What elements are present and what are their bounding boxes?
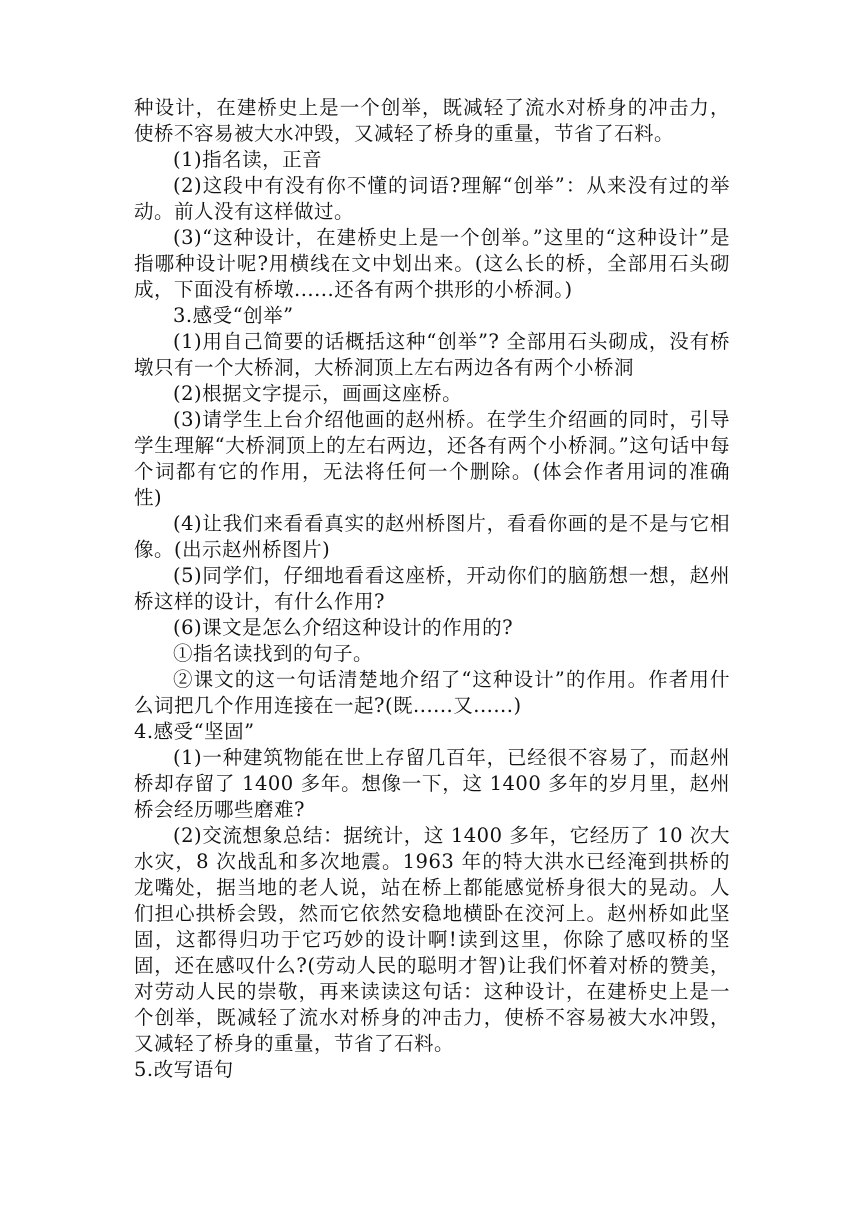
paragraph: (4)让我们来看看真实的赵州桥图片，看看你画的是不是与它相像。(出示赵州桥图片) xyxy=(134,512,730,561)
paragraph: (6)课文是怎么介绍这种设计的作用的? xyxy=(173,616,514,639)
paragraph: ②课文的这一句话清楚地介绍了“这种设计”的作用。作者用什么词把几个作用连接在一起?(既......又......) xyxy=(134,668,730,717)
paragraph: (1)用自己简要的话概括这种“创举”? 全部用石头砌成，没有桥墩只有一个大桥洞，大桥洞顶上左右两边各有两个小桥洞 xyxy=(134,330,730,379)
section-heading: 4.感受“坚固” xyxy=(134,720,255,743)
section-heading: 3.感受“创举” xyxy=(173,304,294,327)
section-heading: 5.改写语句 xyxy=(134,1058,234,1081)
paragraph: 种设计，在建桥史上是一个创举，既减轻了流水对桥身的冲击力，使桥不容易被大水冲毁，又减轻了桥身的重量，节省了石料。 xyxy=(134,96,730,145)
paragraph: (3)“这种设计，在建桥史上是一个创举。”这里的“这种设计”是指哪种设计呢?用横线在文中划出来。(这么长的桥，全部用石头砌成，下面没有桥墩......还各有两个拱形的小桥洞。) xyxy=(134,226,730,301)
paragraph: (1)指名读，正音 xyxy=(173,148,323,171)
paragraph: (2)这段中有没有你不懂的词语?理解“创举”：从来没有过的举动。前人没有这样做过。 xyxy=(134,174,730,223)
paragraph: (2)交流想象总结：据统计，这 1400 多年，它经历了 10 次大水灾，8 次战乱和多次地震。1963 年的特大洪水已经淹到拱桥的龙嘴处，据当地的老人说，站在桥上都能感觉桥身很大的晃动。人们担心拱桥会毁，然而它依然安稳地横卧在洨河上。赵州桥如此坚固，这都得归功于它巧妙的设计啊!读到这里，你除了感叹桥的坚固，还在感叹什么?(劳动人民的聪明才智)让我们怀着对桥的赞美，对劳动人民的崇敬，再来读读这句话：这种设计，在建桥史上是一个创举，既减轻了流水对桥身的冲击力，使桥不容易被大水冲毁，又减轻了桥身的重量，节省了石料。 xyxy=(134,824,730,1055)
paragraph: (5)同学们，仔细地看看这座桥，开动你们的脑筋想一想，赵州桥这样的设计，有什么作用? xyxy=(134,564,730,613)
document-body xyxy=(134,95,730,1083)
paragraph: (2)根据文字提示，画画这座桥。 xyxy=(173,382,463,405)
paragraph: ①指名读找到的句子。 xyxy=(173,642,374,665)
paragraph: (1)一种建筑物能在世上存留几百年，已经很不容易了，而赵州桥却存留了 1400 多年。想像一下，这 1400 多年的岁月里，赵州桥会经历哪些磨难? xyxy=(134,746,730,821)
paragraph: (3)请学生上台介绍他画的赵州桥。在学生介绍画的同时，引导学生理解“大桥洞顶上的左右两边，还各有两个小桥洞。”这句话中每个词都有它的作用，无法将任何一个删除。(体会作者用词的准确性) xyxy=(134,408,730,509)
